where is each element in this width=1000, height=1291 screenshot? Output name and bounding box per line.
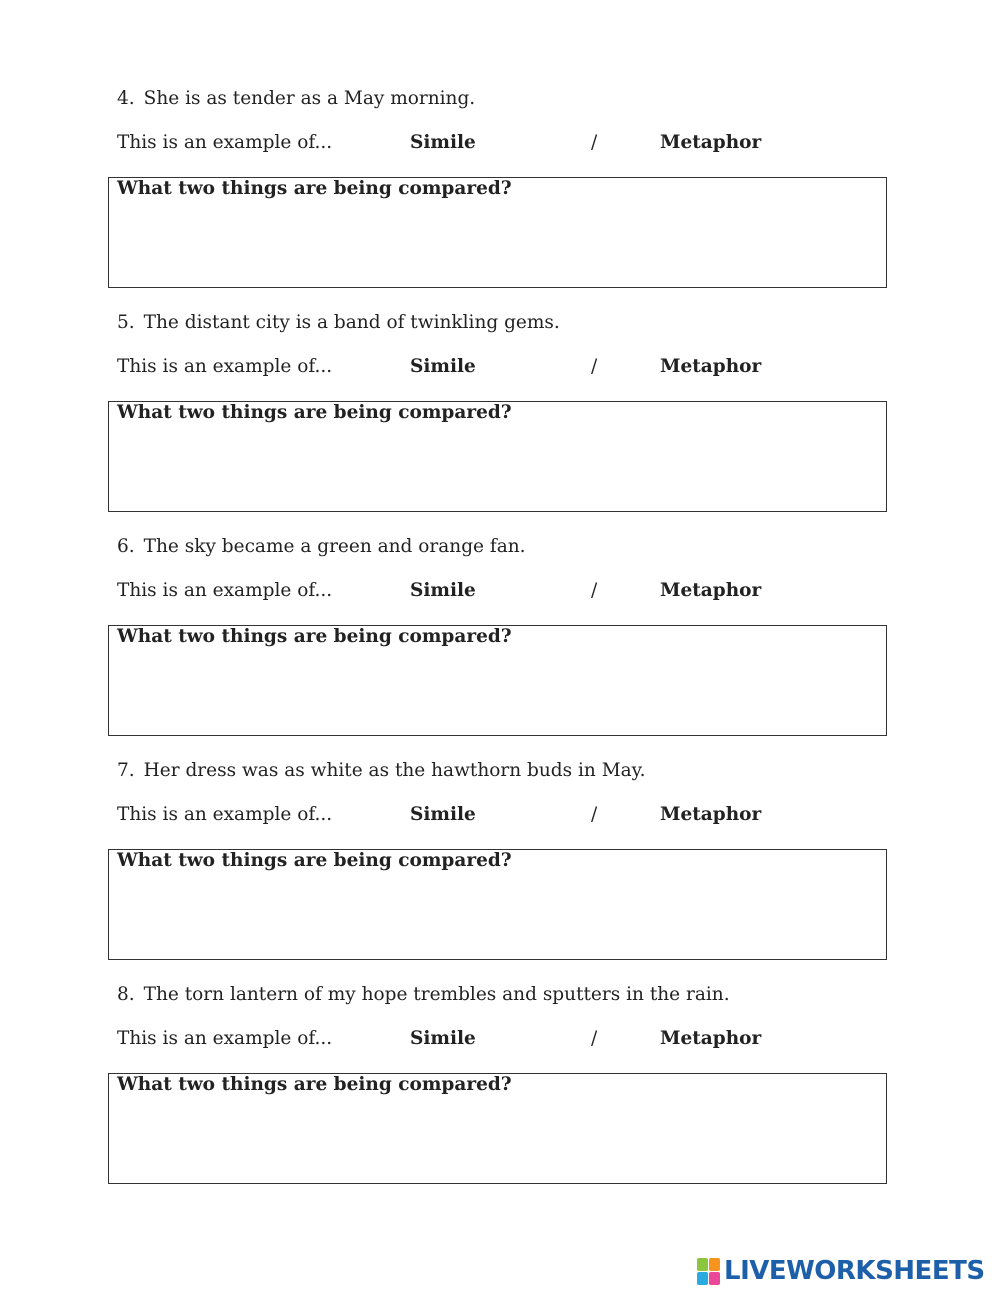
- simile-option[interactable]: Simile: [410, 580, 476, 601]
- metaphor-option[interactable]: Metaphor: [660, 580, 762, 601]
- question-8: [0, 896, 1000, 1120]
- option-separator: /: [591, 1028, 598, 1049]
- question-7: [0, 672, 1000, 896]
- brand-name: LIVEWORKSHEETS: [724, 1256, 985, 1286]
- question-number: 4.: [117, 88, 135, 109]
- question-5: [0, 224, 1000, 448]
- comparison-question-label: What two things are being compared?: [117, 1074, 512, 1095]
- comparison-question-label: What two things are being compared?: [117, 850, 512, 871]
- example-prompt: This is an example of...: [117, 1028, 333, 1049]
- comparison-question-label: What two things are being compared?: [117, 402, 512, 423]
- example-prompt: This is an example of...: [117, 132, 333, 153]
- question-sentence: [117, 87, 475, 111]
- liveworksheets-brand: [697, 1256, 985, 1286]
- question-number: 7.: [117, 760, 135, 781]
- simile-option[interactable]: Simile: [410, 1028, 476, 1049]
- option-separator: /: [591, 356, 598, 377]
- comparison-question-label: What two things are being compared?: [117, 178, 512, 199]
- option-separator: /: [591, 804, 598, 825]
- question-sentence: [117, 759, 646, 783]
- question-text: The torn lantern of my hope trembles and sputters in the rain.: [143, 984, 730, 1005]
- question-6: [0, 448, 1000, 672]
- metaphor-option[interactable]: Metaphor: [660, 804, 762, 825]
- question-text: The distant city is a band of twinkling gems.: [143, 312, 560, 333]
- example-prompt: This is an example of...: [117, 356, 333, 377]
- question-sentence: [117, 983, 730, 1007]
- question-text: She is as tender as a May morning.: [143, 88, 476, 109]
- metaphor-option[interactable]: Metaphor: [660, 1028, 762, 1049]
- logo-square-green: [697, 1258, 708, 1271]
- simile-option[interactable]: Simile: [410, 804, 476, 825]
- logo-square-orange: [709, 1258, 720, 1271]
- comparison-answer-input[interactable]: [117, 1104, 881, 1178]
- option-separator: /: [591, 580, 598, 601]
- question-number: 8.: [117, 984, 135, 1005]
- example-prompt: This is an example of...: [117, 580, 333, 601]
- question-text: The sky became a green and orange fan.: [143, 536, 526, 557]
- question-number: 5.: [117, 312, 135, 333]
- question-number: 6.: [117, 536, 135, 557]
- logo-square-pink: [709, 1272, 720, 1285]
- example-prompt: This is an example of...: [117, 804, 333, 825]
- question-4: [0, 0, 1000, 224]
- liveworksheets-logo-icon: [697, 1258, 721, 1285]
- simile-option[interactable]: Simile: [410, 356, 476, 377]
- question-text: Her dress was as white as the hawthorn buds in May.: [143, 760, 646, 781]
- logo-square-blue: [697, 1272, 708, 1285]
- option-separator: /: [591, 132, 598, 153]
- metaphor-option[interactable]: Metaphor: [660, 356, 762, 377]
- question-sentence: [117, 311, 560, 335]
- comparison-question-label: What two things are being compared?: [117, 626, 512, 647]
- question-sentence: [117, 535, 526, 559]
- comparison-answer-box: [108, 1073, 887, 1184]
- simile-option[interactable]: Simile: [410, 132, 476, 153]
- metaphor-option[interactable]: Metaphor: [660, 132, 762, 153]
